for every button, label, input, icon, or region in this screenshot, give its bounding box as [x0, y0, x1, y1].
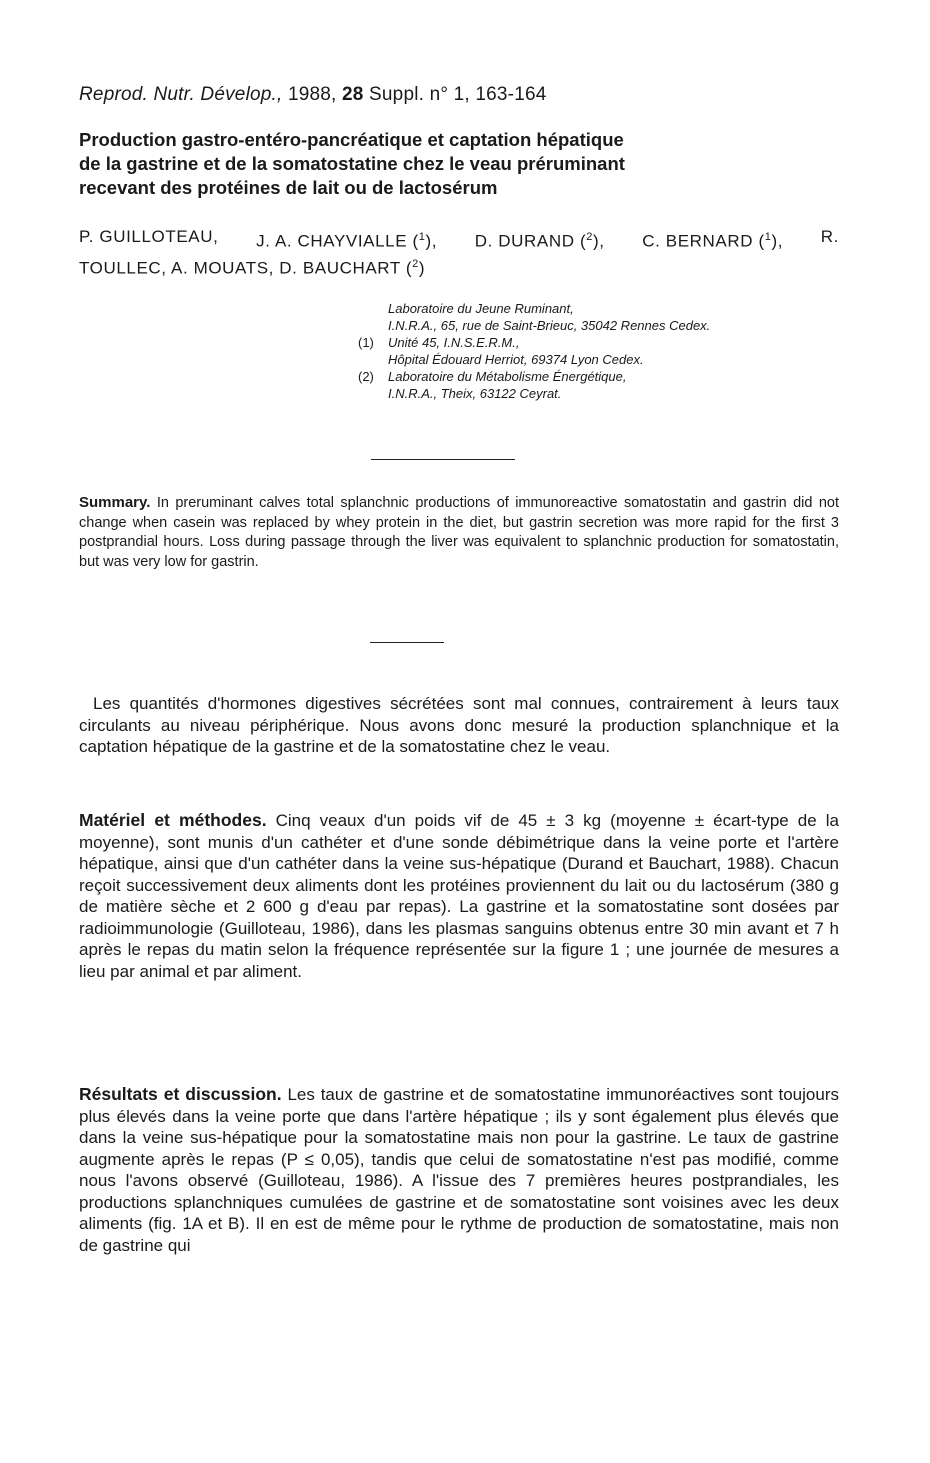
author: P. GUILLOTEAU, — [79, 227, 219, 246]
author-line-2: TOULLEC, A. MOUATS, D. BAUCHART ($^2$) — [79, 257, 426, 278]
journal-reference — [79, 84, 547, 106]
affiliation-line: I.N.R.A., 65, rue de Saint-Brieuc, 35042 Rennes Cedex. — [388, 318, 711, 333]
author-line-1 — [79, 226, 839, 253]
summary-abstract — [79, 493, 839, 572]
title-line: Production gastro-entéro-pancréatique et captation hépatique — [79, 129, 624, 150]
affiliation-ref: 1 — [764, 231, 772, 243]
journal-name: Reprod. Nutr. Dévelop., — [79, 84, 283, 105]
summary-text: In preruminant calves total splanchnic productions of immunoreactive somatostatin and gastrin did not change when casein was replaced by whey protein in the diet, but gastrin secretion was more rapid for the first 3 postprandial hours. Loss during passage through the liver was equivalent to splanchnic production for somatostatin, but was very low for gastrin. — [79, 495, 839, 570]
intro-paragraph: Les quantités d'hormones digestives sécrétées sont mal connues, contrairement à leurs taux circulants au niveau périphérique. Nous avons donc mesuré la production splanchnique et la captation hépatique de la gastrine et de la somatostatine chez le veau. — [79, 694, 839, 756]
methods-heading: Matériel et méthodes. — [79, 810, 267, 830]
affiliation-ref: 2 — [586, 231, 593, 243]
affiliation-line: (2) Laboratoire du Métabolisme Énergétique, — [358, 369, 627, 384]
title-line: recevant des protéines de lait ou de lactosérum — [79, 177, 498, 198]
journal-volume: 28 — [342, 84, 364, 105]
author: R. — [820, 227, 839, 246]
affiliation-line: Laboratoire du Jeune Ruminant, — [388, 301, 574, 316]
article-title — [79, 128, 799, 200]
section-divider — [371, 459, 515, 460]
journal-supplement: Suppl. n° 1, 163-164 — [369, 84, 547, 105]
affiliation-line: (1) Unité 45, I.N.S.E.R.M., — [358, 335, 520, 350]
journal-year: 1988, — [287, 84, 337, 105]
author: C. BERNARD ($^1$), — [642, 231, 784, 251]
affiliation-line: Hôpital Édouard Herriot, 69374 Lyon Cedex. — [388, 352, 644, 367]
affiliation-line: I.N.R.A., Theix, 63122 Ceyrat. — [388, 386, 562, 401]
results-paragraph — [79, 1084, 839, 1256]
author-list — [79, 226, 839, 279]
methods-paragraph — [79, 810, 839, 982]
section-divider — [370, 642, 444, 643]
affiliations — [358, 300, 858, 402]
author: J. A. CHAYVIALLE ($^1$), — [256, 231, 438, 251]
affiliation-ref: 1 — [418, 231, 426, 243]
author: D. DURAND ($^2$), — [474, 231, 605, 251]
results-text: Les taux de gastrine et de somatostatine immunoréactives sont toujours plus élevés dans la veine porte que dans l'artère hépatique ; ils y sont également plus élevés que dans la veine sus-hépatique pour la somatostatine mais non pour la gastrine. Le taux de gastrine augmente après le repas (P ≤ 0,05), tandis que celui de somatostatine n'est pas modifié, comme nous l'avons observé (Guilloteau, 1986). A l'issue des 7 premières heures postprandiales, les productions splanchniques cumulées de gastrine et de somatostatine sont voisines avec les deux aliments (fig. 1A et B). Il en est de même pour le rythme de production de somatostatine, mais non de gastrine qui — [79, 1085, 839, 1255]
title-line: de la gastrine et de la somatostatine chez le veau préruminant — [79, 153, 625, 174]
methods-text: Cinq veaux d'un poids vif de 45 ± 3 kg (moyenne ± écart-type de la moyenne), sont munis d'un cathéter et d'une sonde débimétrique dans la veine porte et l'artère hépatique, ainsi que d'un cathéter dans la veine sus-hépatique (Durand et Bauchart, 1988). Chacun reçoit successivement deux aliments dont les protéines proviennent du lait ou du lactosérum (380 g de matière sèche et 2 600 g d'eau par repas). La gastrine et la somatostatine sont dosées par radioimmunologie (Guilloteau, 1986), dans les plasmas sanguins obtenus entre 30 min avant et 7 h après le repas du matin selon la fréquence représentée sur la figure 1 ; une journée de mesures a lieu par animal et par aliment. — [79, 811, 839, 981]
results-heading: Résultats et discussion. — [79, 1084, 282, 1104]
summary-label: Summary. — [79, 494, 151, 511]
affiliation-ref: 2 — [412, 257, 419, 270]
